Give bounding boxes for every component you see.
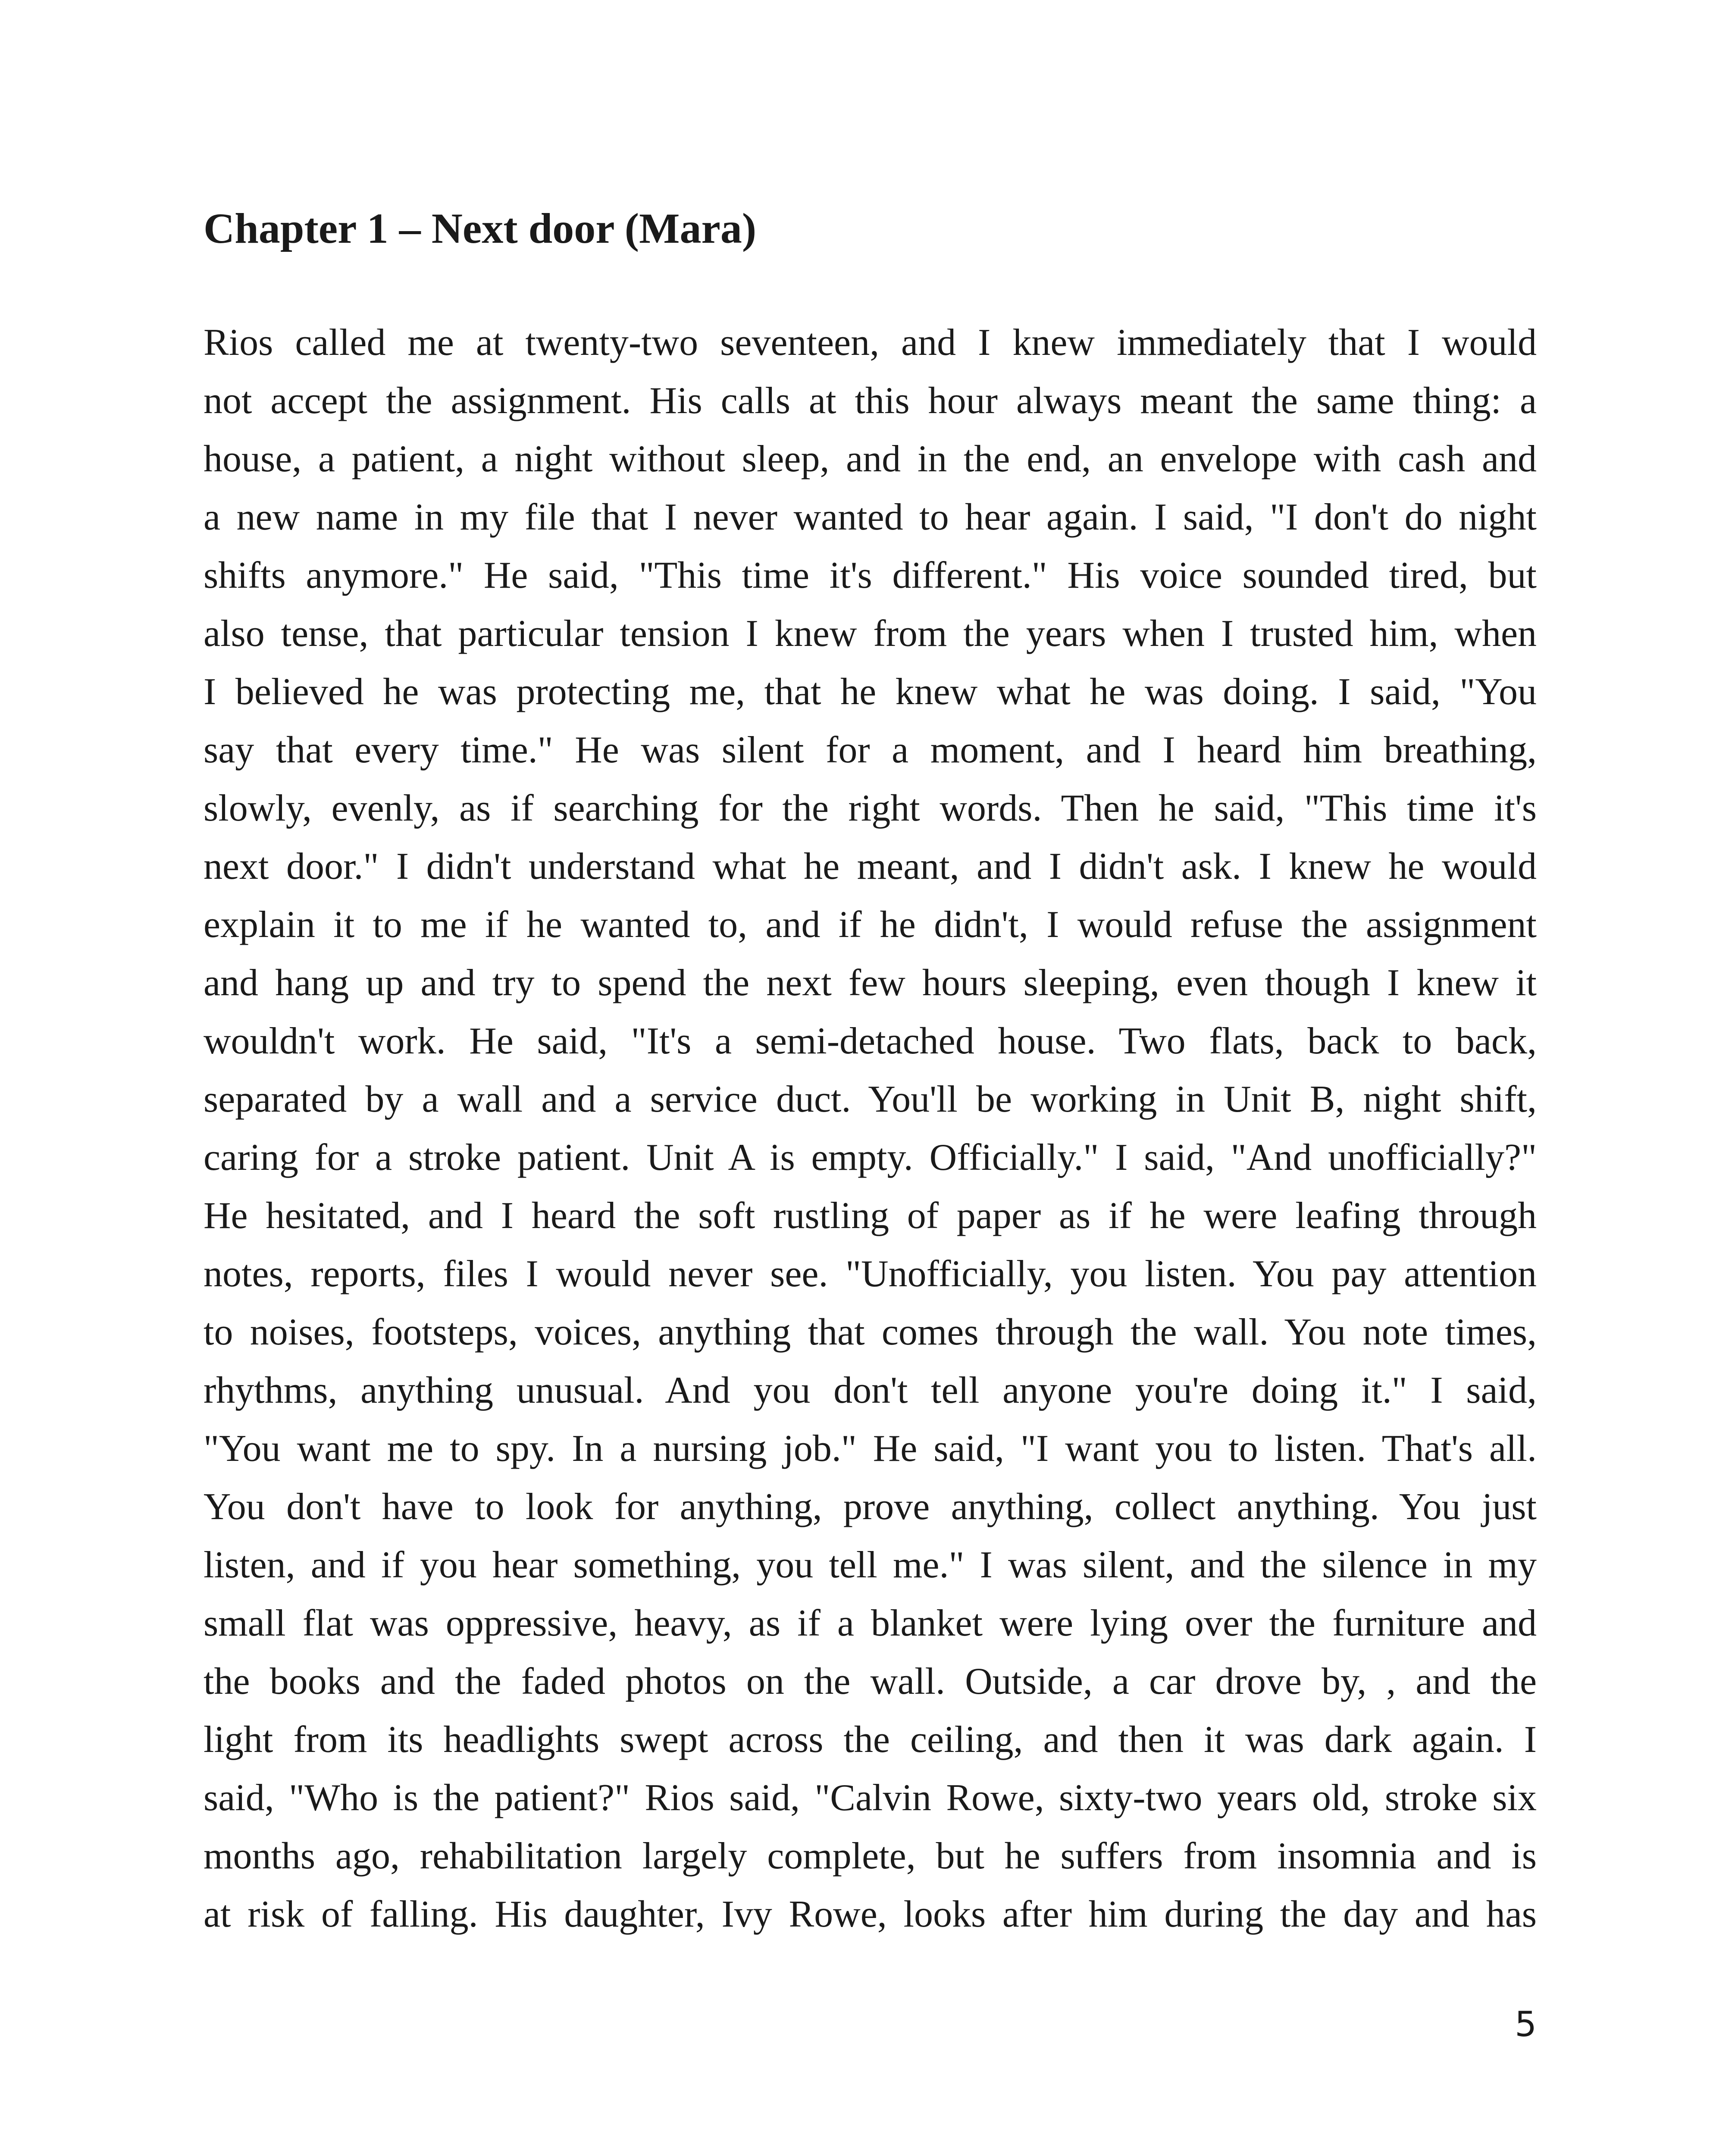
body-line: said, "Who is the patient?" Rios said, "Calvin Rowe, sixty-two years old, stroke six — [204, 1777, 1537, 1819]
body-line: small flat was oppressive, heavy, as if a blanket were lying over the furniture and — [204, 1602, 1537, 1644]
body-line: at risk of falling. His daughter, Ivy Rowe, looks after him during the day and has — [204, 1893, 1537, 1935]
body-line: I believed he was protecting me, that he knew what he was doing. I said, "You — [204, 671, 1537, 713]
body-line: the books and the faded photos on the wall. Outside, a car drove by, , and the — [204, 1661, 1537, 1702]
body-line: slowly, evenly, as if searching for the right words. Then he said, "This time it's — [204, 787, 1537, 829]
body-line: and hang up and try to spend the next few hours sleeping, even though I knew it — [204, 962, 1537, 1004]
body-line: He hesitated, and I heard the soft rustling of paper as if he were leafing through — [204, 1195, 1537, 1237]
body-line: shifts anymore." He said, "This time it's different." His voice sounded tired, but — [204, 555, 1537, 596]
body-line: a new name in my file that I never wanted to hear again. I said, "I don't do night — [204, 496, 1537, 538]
body-line: "You want me to spy. In a nursing job." He said, "I want you to listen. That's all. — [204, 1428, 1537, 1470]
body-line: Rios called me at twenty-two seventeen, and I knew immediately that I would — [204, 322, 1537, 364]
body-line: months ago, rehabilitation largely complete, but he suffers from insomnia and is — [204, 1835, 1537, 1877]
body-line: You don't have to look for anything, prove anything, collect anything. You just — [204, 1486, 1537, 1528]
body-line: listen, and if you hear something, you tell me." I was silent, and the silence in my — [204, 1544, 1537, 1586]
body-line: caring for a stroke patient. Unit A is empty. Officially." I said, "And unofficially?" — [204, 1137, 1537, 1178]
body-line: also tense, that particular tension I knew from the years when I trusted him, when — [204, 613, 1537, 655]
body-line: separated by a wall and a service duct. You'll be working in Unit B, night shift, — [204, 1078, 1537, 1120]
chapter-title: Chapter 1 – Next door (Mara) — [204, 204, 757, 252]
body-line: wouldn't work. He said, "It's a semi-detached house. Two flats, back to back, — [204, 1020, 1537, 1062]
page-number: 5 — [1515, 2004, 1537, 2044]
body-line: house, a patient, a night without sleep, and in the end, an envelope with cash and — [204, 438, 1537, 480]
body-line: light from its headlights swept across the ceiling, and then it was dark again. I — [204, 1719, 1537, 1761]
body-line: say that every time." He was silent for a moment, and I heard him breathing, — [204, 729, 1537, 771]
body-line: not accept the assignment. His calls at this hour always meant the same thing: a — [204, 380, 1537, 422]
body-line: notes, reports, files I would never see. "Unofficially, you listen. You pay attention — [204, 1253, 1537, 1295]
body-line: to noises, footsteps, voices, anything that comes through the wall. You note times, — [204, 1311, 1537, 1353]
chapter-body — [204, 313, 1537, 1943]
body-line: next door." I didn't understand what he meant, and I didn't ask. I knew he would — [204, 846, 1537, 887]
body-line: rhythms, anything unusual. And you don't tell anyone you're doing it." I said, — [204, 1369, 1537, 1411]
body-line: explain it to me if he wanted to, and if he didn't, I would refuse the assignment — [204, 904, 1537, 946]
